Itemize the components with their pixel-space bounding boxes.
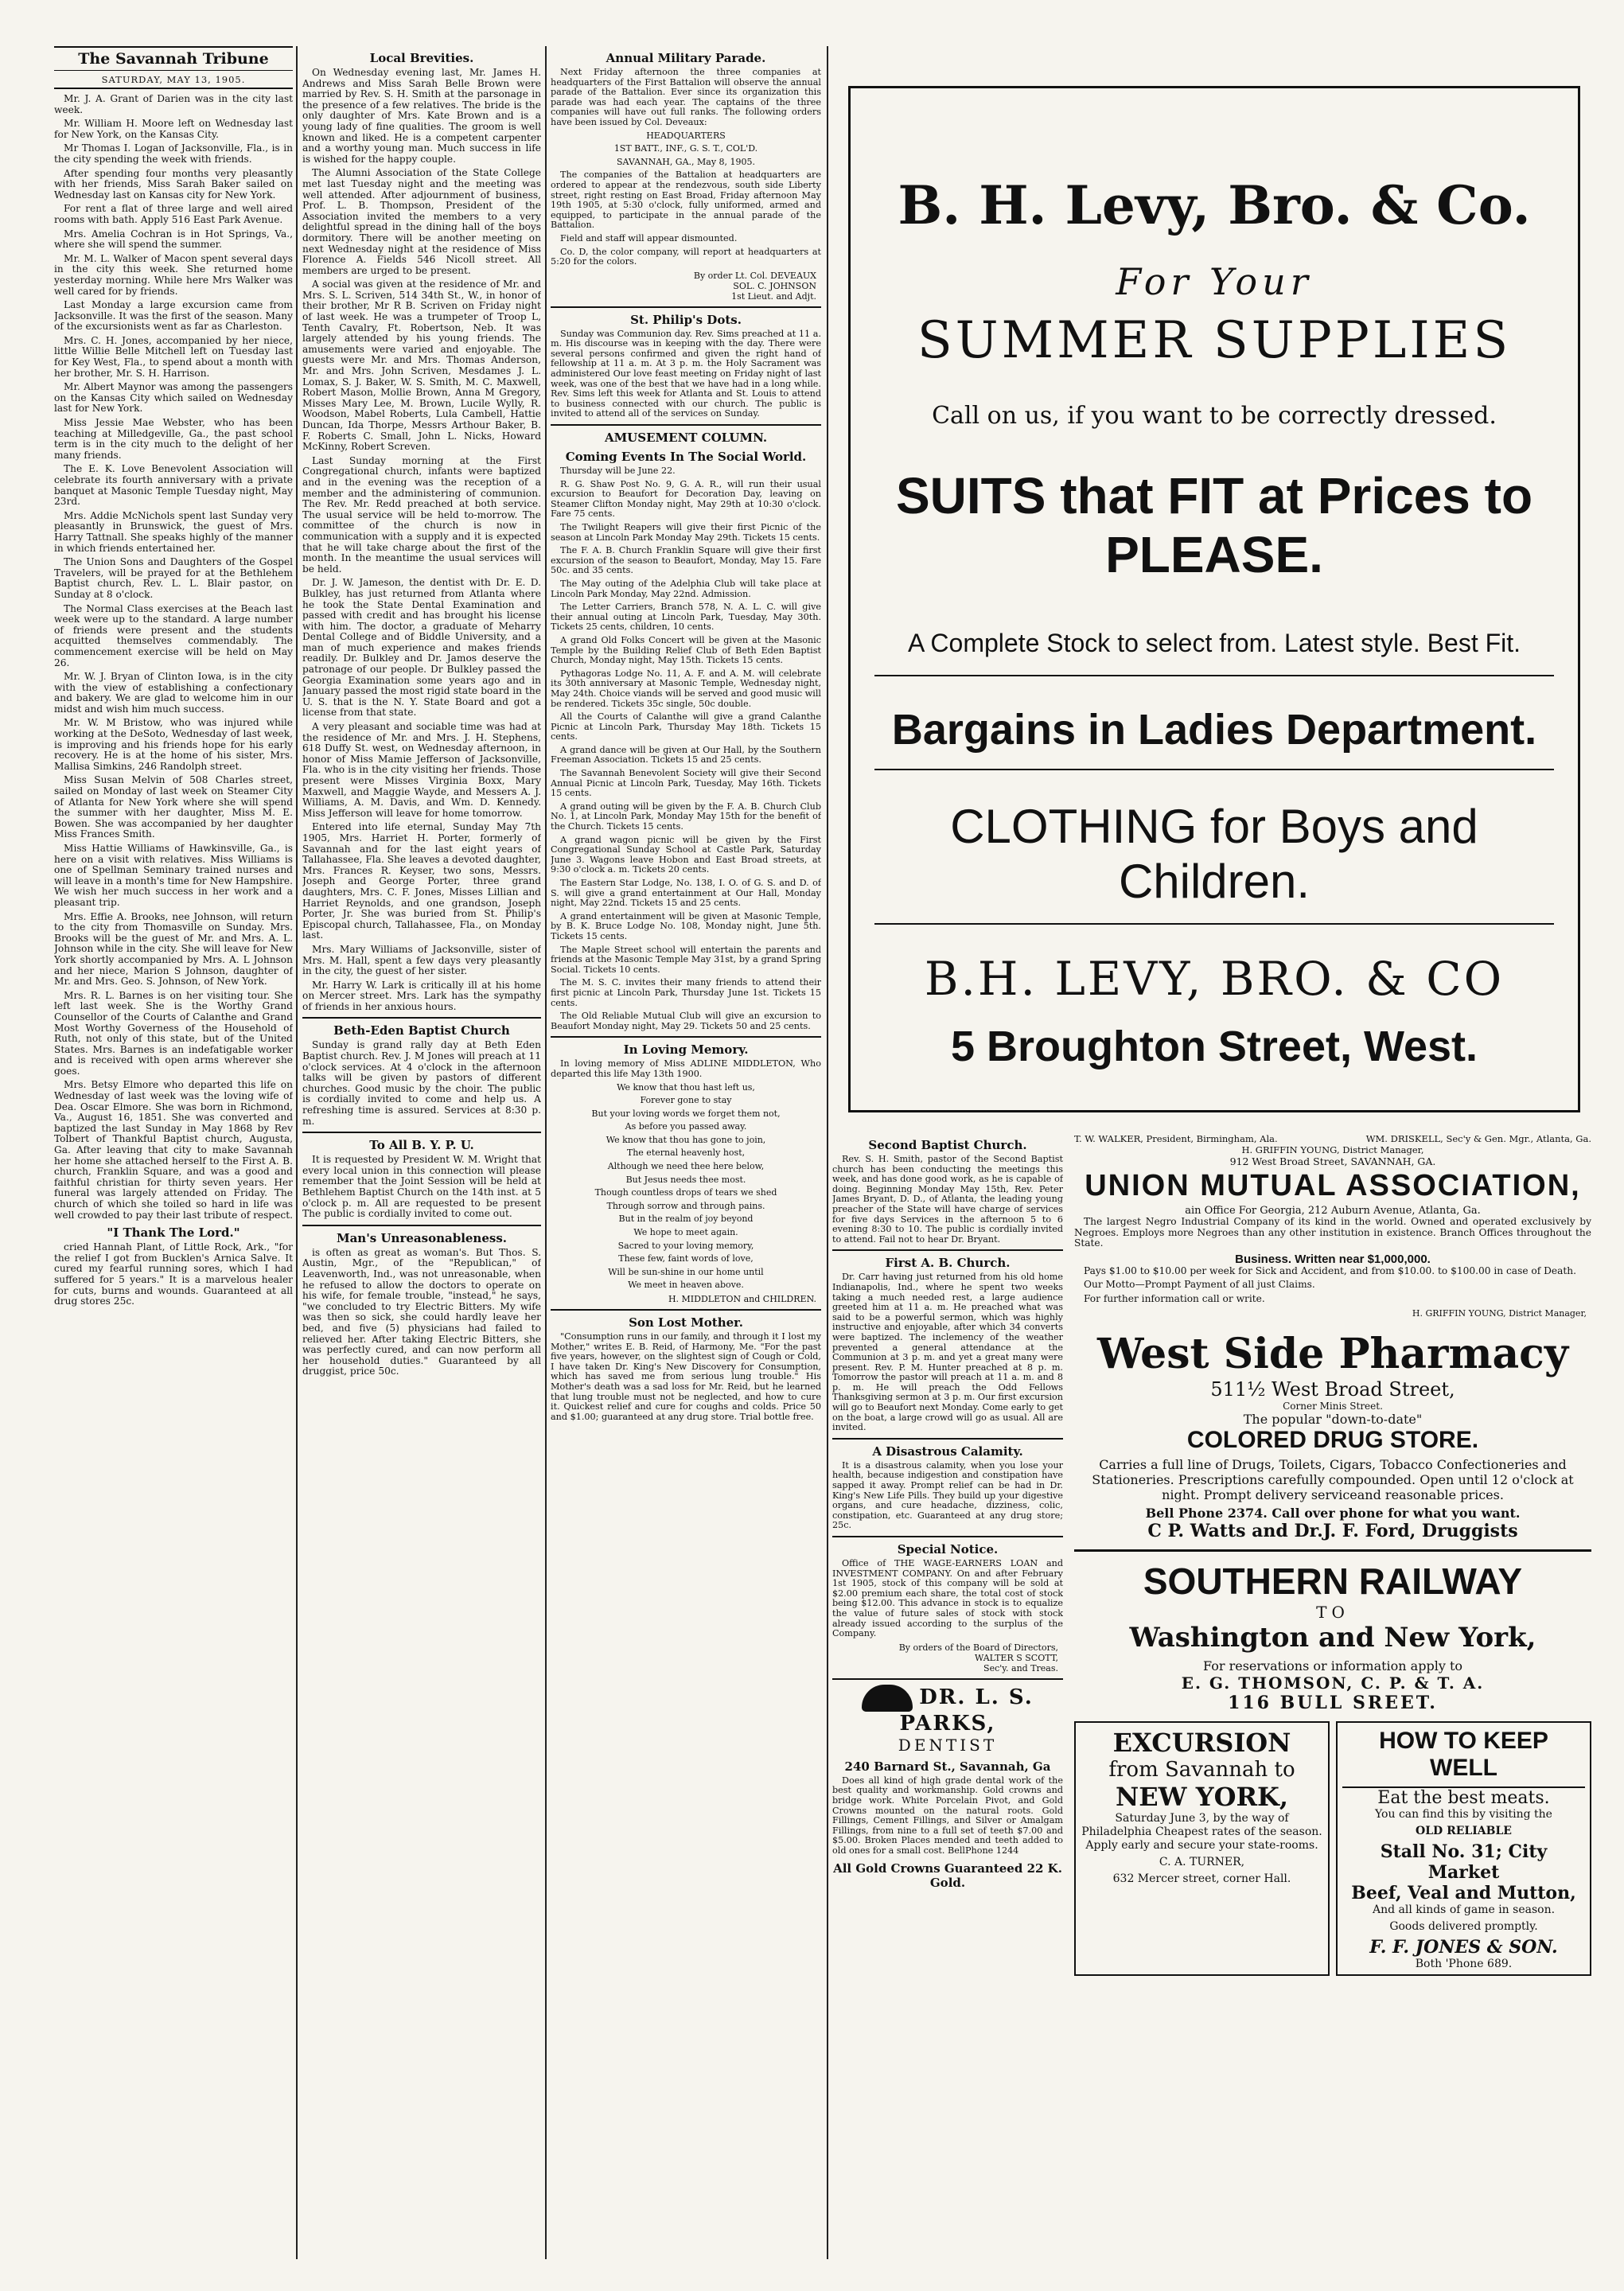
levy-summer: SUMMER SUPPLIES [917, 311, 1512, 370]
um-further: For further information call or write. [1084, 1292, 1265, 1304]
news-item: Miss Jessie Mae Webster, who has been teaching at Milledgeville, Ga., the past school term is in the city much to the delight of her many friends. [54, 417, 293, 461]
exc-signature: 632 Mercer street, corner Hall. [1112, 1872, 1291, 1885]
wsp-title: West Side Pharmacy [1096, 1329, 1569, 1378]
poem-line: We hope to meet again. [633, 1227, 738, 1238]
dateline: SATURDAY, MAY 13, 1905. [54, 74, 293, 89]
divider [551, 306, 821, 308]
news-item: Mr. M. L. Walker of Macon spent several days in the city this week. She returned home yesterday morning. While here Mrs Walker was well cared for by friends. [54, 252, 293, 297]
special-notice-text: Office of THE WAGE-EARNERS LOAN and INVESTMENT COMPANY. On and after February 1st 1905, stock of this company will be sold at $2.00 premium each share, the total cost of stock being $12.00. This advance in stock is to equalize the value of future sales of stock with stock already issued according to the surplus of the Company. [832, 1558, 1063, 1639]
parade-text: Next Friday afternoon the three companies at headquarters of the First Battalion will observe the annual parade of the Battalion. Ever since its organization this parade was had each year. The captains of the three companies will have out full ranks. The following orders have been issued by Col. Deveaux: [551, 67, 821, 127]
divider [302, 1225, 541, 1226]
memory-signature: H. MIDDLETON and CHILDREN. [668, 1294, 816, 1304]
um-business: Business. Written near $1,000,000. [1235, 1252, 1431, 1266]
hq-line: 1ST BATT., INF., G. S. T., COL'D. [613, 143, 758, 154]
parks-gold: All Gold Crowns Guaranteed 22 K. Gold. [833, 1860, 1062, 1890]
column-5 [1074, 1133, 1591, 2259]
column-4 [832, 1133, 1063, 2259]
parade-text: Field and staff will appear dismounted. [560, 232, 738, 244]
personal-items [54, 94, 293, 1221]
masthead-title: The Savannah Tribune [54, 46, 293, 71]
how-beef: Beef, Veal and Mutton, [1351, 1882, 1576, 1903]
amusement-heading: AMUSEMENT COLUMN. [604, 431, 768, 446]
news-item: The Alumni Association of the State College met last Tuesday night and the meeting was well attended. After adjournment of business, Prof. L. B. Thompson, President of the Association invited the members to a very delightful spread in the dining hall of the boys dormitory. There will be another meeting on next Wednesday night at the residence of Miss Florence A. Fields 546 Nicoll street. All members are urged to be present. [302, 167, 541, 276]
coming-events-heading: Coming Events In The Social World. [565, 450, 807, 465]
poem-line: Although we need thee here below, [607, 1161, 765, 1172]
divider [874, 923, 1554, 925]
sr-thomson: E. G. THOMSON, C. P. & T. A. [1181, 1673, 1485, 1693]
event-item: Pythagoras Lodge No. 11, A. F. and A. M. will celebrate its 30th anniversary at Masonic Temple, Wednesday night, May 24th. Choice viands will be served and good music will be rendered. Tickets 35c single, 50c double. [551, 668, 821, 709]
local-brevities-heading: Local Brevities. [369, 51, 474, 65]
hq-line: HEADQUARTERS [646, 130, 726, 141]
keep-well-ad [1336, 1721, 1591, 1976]
bottom-ads [1074, 1721, 1591, 1976]
levy-call: Call on us, if you want to be correctly dressed. [932, 402, 1497, 430]
wsp-colored-drug-store: COLORED DRUG STORE. [1186, 1426, 1479, 1453]
event-item: The Old Reliable Mutual Club will give an excursion to Beaufort Monday night, May 29. Tickets 50 and 25 cents. [551, 1011, 821, 1031]
how-goods: Goods delivered promptly. [1389, 1919, 1538, 1933]
order-signature: By order Lt. Col. DEVEAUX [693, 270, 816, 281]
news-item: Mr. W. J. Bryan of Clinton Iowa, is in the city with the view of establishing a confectionary and bakery. We are glad to welcome him in our midst and wish him much success. [54, 671, 293, 715]
news-item: Mrs. Betsy Elmore who departed this life on Wednesday of last week was the loving wife of Dea. Oscar Elmore. She was born in Richmond, Va., August 16, 1851. She was converted and baptized the last Sunday in May 1868 by Rev Tolbert of Thankful Baptist church, Augusta, Ga. After leaving that city to make Savannah her home she attached herself to the First A. B. church, Franklin Square, and was a good and faithful christian for thirty seven years. Her funeral was largely attended on Friday. The church of which she toiled so hard in life was well crowded to pay their last tribute of respect. [54, 1079, 293, 1221]
poem-line: But in the realm of joy beyond [618, 1214, 754, 1225]
divider [551, 1036, 821, 1038]
news-item: After spending four months very pleasantly with her friends, Miss Sarah Baker sailed on Wednesday last on Kansas city for New York. [54, 167, 293, 201]
event-item: The M. S. C. invites their many friends to attend their first picnic at Lincoln Park, Thursday June 1st. Tickets 15 cents. [551, 977, 821, 1008]
local-brevities-items [302, 68, 541, 1012]
divider [832, 1678, 1063, 1680]
event-item: All the Courts of Calanthe will give a grand Calanthe Picnic at Lincoln Park, Thursday May 18th. Tickets 15 cents. [551, 711, 821, 742]
um-secretary: WM. DRISKELL, Sec'y & Gen. Mgr., Atlanta, Ga. [1365, 1133, 1591, 1144]
first-ab-heading: First A. B. Church. [885, 1256, 1011, 1271]
notice-signature: WALTER S SCOTT, [974, 1652, 1058, 1663]
divider [551, 1309, 821, 1311]
how-game: And all kinds of game in season. [1372, 1903, 1556, 1916]
event-item: The Twilight Reapers will give their first Picnic of the season at Lincoln Park Monday May 29th. Tickets 15 cents. [551, 522, 821, 543]
news-item: Mrs. Addie McNichols spent last Sunday very pleasantly in Brunswick, the guest of Mrs. Harry Tattnall. She speaks highly of the manner in which friends entertained her. [54, 509, 293, 554]
sr-reservations: For reservations or information apply to [1203, 1658, 1462, 1673]
exc-ny: NEW YORK, [1116, 1781, 1288, 1812]
union-mutual-officers [1074, 1133, 1591, 1144]
st-philips-text: Sunday was Communion day. Rev. Sims preached at 11 a. m. His discourse was in keeping with the day. There were several persons confirmed and given the right hand of fellowship at 11 a. m. At 3 p. m. the Holy Sacrament was administered Our love feast meeting on Friday night of last week, was one of the best that we have had in a long while. Rev. Sims left this week for Atlanta and St. Louis to attend to business connected with our church. The public is invited to attend all of the services on Sunday. [551, 328, 821, 419]
levy-name-2: B.H. LEVY, BRO. & CO [924, 952, 1505, 1006]
beth-eden-text: Sunday is grand rally day at Beth Eden Baptist church. Rev. J. M Jones will preach at 11 o'clock services. At 4 o'clock in the afternoon talks will be given by pastors of different churches. Good music by the choir. The public is cordially invited to come and help us. A refreshing time is assured. Services at 8:30 p. m. [302, 1039, 541, 1127]
unreasonableness-heading: Man's Unreasonableness. [336, 1230, 507, 1245]
levy-suits: SUITS that FIT at Prices to PLEASE. [895, 467, 1533, 583]
notice-signature: By orders of the Board of Directors, [898, 1642, 1058, 1653]
news-item: Miss Susan Melvin of 508 Charles street, sailed on Monday of last week on Steamer City of Atlanta for New York where she will spend the summer with her daughter, Miss M. E. Bowen. She was accompanied by her daughter Miss Frances Smith. [54, 774, 293, 840]
divider [832, 1249, 1063, 1251]
news-item: Mrs. R. L. Barnes is on her visiting tour. She left last week. She is the Worthy Grand Counsellor of the Courts of Calanthe and Grand Most Worthy Governess of the Household of Ruth, not only of this state, but of the United States. Mrs. Barnes is an indefatigable worker and is received with open arms wherever she goes. [54, 989, 293, 1077]
divider [302, 1017, 541, 1019]
levy-clothing: CLOTHING for Boys and Children. [950, 800, 1478, 908]
news-item: Mr. William H. Moore left on Wednesday last for New York, on the Kansas City. [54, 118, 293, 140]
news-item: Miss Hattie Williams of Hawkinsville, Ga., is here on a visit with relatives. Miss Williams is one of Spellman Seminary trained nurses and will leave in a month's time for New Hampshire. We wish her much success in her work and a pleasant trip. [54, 843, 293, 908]
coming-events-items [551, 466, 821, 1031]
poem-line: We know that thou has gone to join, [606, 1134, 766, 1145]
sr-washington: Washington and New York, [1129, 1621, 1536, 1654]
event-item: The Letter Carriers, Branch 578, N. A. L. C. will give their annual outing at Lincoln Park, Tuesday, May 30th. Tickets 25 cents, children, 10 cents. [551, 602, 821, 633]
event-item: The Eastern Star Lodge, No. 138, I. O. of G. S. and D. of S. will give a grand entertainment at Our Hall, Monday night, May 22nd. Tickets 15 and 25 cents. [551, 878, 821, 909]
um-signature: H. GRIFFIN YOUNG, District Manager, [1412, 1307, 1587, 1319]
um-title: UNION MUTUAL ASSOCIATION, [1085, 1169, 1581, 1202]
um-office: ain Office For Georgia, 212 Auburn Avenue, Atlanta, Ga. [1185, 1205, 1481, 1217]
parade-text: The companies of the Battalion at headquarters are ordered to appear at the rendezvous, south side Liberty street, right resting on East Broad, Friday afternoon May 19th 1905, at 5:30 o'clock, fully uniformed, armed and equipped, to participate in the annual parade of the Battalion. [551, 169, 821, 231]
news-item: Mr. W. M Bristow, who was injured while working at the DeSoto, Wednesday of last week, is improving and his friends hope for his early recovery. He is at the home of his sister, Mrs. Mallisa Simkins, 246 Randolph street. [54, 717, 293, 772]
levy-bargains: Bargains in Ladies Department. [891, 706, 1537, 754]
poem-line: These few, faint words of love, [618, 1253, 754, 1264]
parks-text: Does all kind of high grade dental work of the best quality and workmanship. Gold crowns and bridge work. White Porcelain Pivot, and Gold Crowns mounted on the natural roots. Gold Fillings, Cement Fillings, and Silver or Amalgam Fillings, from nine to a full set of teeth $7.00 and $5.00. Broken Places mended and teeth added to old ones for a small cost. BellPhone 1244 [832, 1775, 1063, 1856]
sr-to: TO [1316, 1602, 1349, 1622]
order-signature: SOL. C. JOHNSON [733, 280, 816, 291]
um-district-manager: H. GRIFFIN YOUNG, District Manager, [1241, 1144, 1424, 1155]
event-item: The Maple Street school will entertain the parents and friends at the Masonic Temple May 31st, by a grand Spring Social. Tickets 10 cents. [551, 944, 821, 975]
poem-line: Sacred to your loving memory, [617, 1240, 754, 1251]
how-eat: Eat the best meats. [1377, 1787, 1550, 1808]
wsp-druggists: C P. Watts and Dr.J. F. Ford, Druggists [1147, 1520, 1518, 1541]
poem-line: Through sorrow and through pains. [606, 1200, 765, 1211]
column-rule [827, 46, 828, 2259]
poem-line: We know that thou hast left us, [617, 1081, 755, 1093]
thank-lord-text: cried Hannah Plant, of Little Rock, Ark., "for the relief I got from Bucklen's Arnica Salve. It cured my fearful running sores, which I had suffered for 5 years." It is a marvelous healer for cuts, burns and wounds. Guaranteed at all drug stores 25c. [54, 1241, 293, 1307]
son-lost-mother-text: "Consumption runs in our family, and through it I lost my Mother," writes E. B. Reid, of Harmony, Me. "For the past five years, however, on the slightest sign of Cough or Cold, I have taken Dr. King's New Discovery for Consumption, which has saved me from serious lung trouble." His Mother's death was a sad loss for Mr. Reid, but he learned that lung trouble must not be neglected, and how to cure it. Quickest relief and cure for coughs and colds. Price 50 and $1.00; guaranteed at any drug store. Trial bottle free. [551, 1331, 821, 1422]
news-item: Mr Thomas I. Logan of Jacksonville, Fla., is in the city spending the week with friends. [54, 142, 293, 165]
news-item: Mr. Harry W. Lark is critically ill at his home on Mercer street. Mrs. Lark has the sympathy of friends in her anxious hours. [302, 979, 541, 1012]
divider [832, 1438, 1063, 1440]
event-item: A grand dance will be given at Our Hall, by the Southern Freeman Association. Tickets 15 and 25 cents. [551, 744, 821, 766]
news-item: A social was given at the residence of Mr. and Mrs. S. L. Scriven, 514 34th St., W., in honor of their brother, Mr R B. Scriven on Friday night of last week. He was a trumpeter of Troop L, Tenth Cavalry, Ft. Robertson, Neb. It was largely attended by his young friends. The amusements were varied and enjoyable. The guests were Mr. and Mrs. Thomas Anderson, Mr. and Mrs. John Scriven, Mesdames J. L. Lomax, S. J. Baker, W. S. Smith, M. C. Maxwell, Robert Mason, Mollie Brown, Anna M Gregory, Misses Mary Lee, M. Brown, Lucile Wylly, R. Woodson, Mabel Roberts, Lula Cambell, Hattie Duncan, Ida Thorpe, Messrs Arthour Baker, B. F. Roberts C. Small, John L. Nicks, Howard McKinny, Robert Screven. [302, 279, 541, 453]
divider [302, 1132, 541, 1133]
thank-lord-heading: "I Thank The Lord." [107, 1225, 240, 1241]
levy-for-your: For Your [1116, 260, 1313, 303]
exc-from: from Savannah to [1108, 1757, 1295, 1782]
wsp-address: 511½ West Broad Street, [1210, 1377, 1455, 1401]
news-item: Mrs. C. H. Jones, accompanied by her niece, little Willie Belle Mitchell left on Tuesday last for Key West, Fla., to spend about a month with her brother, Mr. S. H. Harrison. [54, 334, 293, 379]
sr-bull: 116 BULL SREET. [1228, 1692, 1438, 1713]
parks-address: 240 Barnard St., Savannah, Ga [844, 1759, 1051, 1774]
exc-signature: C. A. TURNER, [1159, 1855, 1245, 1868]
news-item: Entered into life eternal, Sunday May 7th 1905, Mrs. Harriet H. Porter, formerly of Savannah and for the last eight years of Tallahassee, Fla. She leaves a devoted daughter, Mrs. Frances R. Keyser, two sons, Messrs. Joseph and George Porter, three grand daughters, Mrs. C. F. Jones, Misses Lillian and Harriet Reynolds, and one grandson, Joseph Porter, Jr. She was buried from St. Philip's Episcopal church, Tallahassee, Fla., on Monday last. [302, 821, 541, 941]
divider [874, 675, 1554, 676]
levy-stock: A Complete Stock to select from. Latest style. Best Fit. [907, 629, 1521, 657]
event-item: A grand outing will be given by the F. A. B. Church Club No. 1, at Lincoln Park, Monday May 15th for the benefit of the Church. Tickets 15 cents. [551, 801, 821, 832]
memory-poem [551, 1083, 821, 1292]
um-address: 912 West Broad Street, SAVANNAH, GA. [1229, 1155, 1436, 1167]
sr-title: SOUTHERN RAILWAY [1074, 1549, 1591, 1603]
um-motto: Our Motto—Prompt Payment of all just Claims. [1084, 1279, 1315, 1291]
poem-line: But Jesus needs thee most. [625, 1174, 746, 1185]
wsp-popular: The popular "down-to-date" [1243, 1411, 1423, 1427]
parade-text: Co. D, the color company, will report at headquarters at 5:20 for the colors. [551, 246, 821, 267]
calamity-heading: A Disastrous Calamity. [872, 1444, 1023, 1459]
exc-text: Saturday June 3, by the way of Philadelphia Cheapest rates of the season. Apply early and secure your state-rooms. [1081, 1811, 1322, 1852]
poem-line: Though countless drops of tears we shed [594, 1187, 777, 1198]
dentist-label: DENTIST [898, 1735, 998, 1755]
divider [832, 1536, 1063, 1537]
how-stall: Stall No. 31; City Market [1380, 1841, 1548, 1883]
event-item: A grand wagon picnic will be given by the First Congregational Sunday School at Castle Park, Saturday June 3. Wagons leave Hobon and East Broad streets, at 9:30 o'clock a. m. Tickets 20 cents. [551, 834, 821, 875]
um-text: The largest Negro Industrial Company of its kind in the world. Owned and operated exclusively by Negroes. Employs more Negroes than any other institution in existence. Branch Offices throughout the State. [1074, 1216, 1591, 1249]
column-rule [545, 46, 547, 2259]
um-president: T. W. WALKER, President, Birmingham, Ala. [1074, 1133, 1278, 1144]
news-item: Mrs. Mary Williams of Jacksonville, sister of Mrs. M. Hall, spent a few days very pleasantly in the city, the guest of her sister. [302, 943, 541, 977]
news-item: The E. K. Love Benevolent Association will celebrate its fourth anniversary with a private banquet at Masonic Temple Tuesday night, May 23rd. [54, 463, 293, 508]
first-ab-text: Dr. Carr having just returned from his old home Indianapolis, Ind., where he spent two weeks taking a much needed rest, a large audience greeted him at 11 a. m. He preached what was said to be a powerful sermon, which was highly instructive and enjoyable, after which 34 converts were baptized. The inclemency of the weather prevented a general attendance at the Communion at 3 p. m. and yet a great many were present. Rev. P. M. Hunter preached at 8 p. m. Tomorrow the pastor will preach at 11 a. m. and 8 p. m. He will preach the Odd Fellows Thanksgiving sermon at 3 p. m. Our first excursion will go to Beaufort next Monday. Come early to get on the boat, a large crowd will go as usual. All are invited. [832, 1272, 1063, 1433]
memory-text: In loving memory of Miss ADLINE MIDDLETON, Who departed this life May 13th 1900. [551, 1058, 821, 1079]
wsp-corner: Corner Minis Street. [1283, 1400, 1383, 1412]
excursion-ad [1074, 1721, 1330, 1976]
levy-street: 5 Broughton Street, West. [950, 1023, 1478, 1070]
news-item: The Normal Class exercises at the Beach last week were up to the standard. A large number of friends were present and the students acquitted themselves commendably. The commencement exercise will be held on May 26. [54, 602, 293, 668]
news-item: For rent a flat of three large and well aired rooms with bath. Apply 516 East Park Avenue. [54, 203, 293, 225]
second-baptist-text: Rev. S. H. Smith, pastor of the Second Baptist church has been conducting the meetings this week, and has done good work, as he is capable of doing. Beginning Monday May 15th, Rev. Peter James Bryant, D. D., of Atlanta, the leading young preacher of the State will have charge of services for five days Services in the afternoon 5 to 6 evening 8:30 to 10. The public is cordially invited to attend. Fail not to hear Dr. Bryant. [832, 1154, 1063, 1245]
column-2 [302, 46, 541, 2259]
um-pays: Pays $1.00 to $10.00 per week for Sick and Accident, and from $10.00. to $100.00 in case of Death. [1084, 1264, 1577, 1276]
how-find: You can find this by visiting the [1375, 1807, 1552, 1821]
event-item: The F. A. B. Church Franklin Square will give their first excursion of the season to Beaufort, Monday, May 15. Fare 50c. and 35 cents. [551, 545, 821, 576]
poem-line: We meet in heaven above. [628, 1280, 744, 1291]
bypu-text: It is requested by President W. M. Wright that every local union in this connection will please remember that the Joint Session will be held at Bethlehem Baptist Church on the 14th inst. at 5 o'clock p. m. All are requested to be present The public is cordially invited to come out. [302, 1154, 541, 1220]
column-1 [54, 46, 293, 2259]
news-item: Mrs. Amelia Cochran is in Hot Springs, Va., where she will spend the summer. [54, 228, 293, 251]
news-item: Dr. J. W. Jameson, the dentist with Dr. E. D. Bulkley, has just returned from Atlanta where he took the State Dental Examination and passed with credit and has brought his license with him. The doctor, a graduate of Meharry Dental College and of Biddle University, and a man of much experience and makes friends readily. Dr. Bulkley and Dr. Jamos deserve the patronage of our people. Dr Bulkley passed the Georgia Examination some years ago and in January passed the most rigid state board in the U. S. that is the N. Y. State Board and got a license from that state. [302, 577, 541, 719]
levy-name: B. H. Levy, Bro. & Co. [898, 174, 1531, 236]
how-old: OLD RELIABLE [1416, 1824, 1512, 1837]
poem-line: The eternal heavenly host, [626, 1147, 746, 1159]
news-item: Mrs. Effie A. Brooks, nee Johnson, will return to the city from Thomasville on Sunday. Mrs. Brooks will be the guest of Mr. and Mrs. A. L. Johnson while in the city. She will leave for New York shortly accompanied by Mrs. A. L Johnson and her niece, Marion S Johnson, daughter of Mr. and Mrs. Geo. S. Johnson, of New York. [54, 910, 293, 988]
poem-line: As before you passed away. [625, 1121, 747, 1132]
st-philips-heading: St. Philip's Dots. [630, 312, 742, 327]
news-item: The Union Sons and Daughters of the Gospel Travelers, will be prayed for at the Bethlehem Baptist church, Rev. L. L. Blair pastor, on Sunday at 8 o'clock. [54, 556, 293, 600]
beth-eden-heading: Beth-Eden Baptist Church [333, 1023, 510, 1038]
calamity-text: It is a disastrous calamity, when you lose your health, because indigestion and constipation have sapped it away. Prompt relief can be had in Dr. King's New Life Pills. They build up your digestive organs, and cure headache, dizziness, colic, constipation, etc. Guaranteed at any drug store; 25c. [832, 1459, 1063, 1531]
wsp-bell: Bell Phone 2374. Call over phone for what you want. [1145, 1505, 1521, 1521]
notice-signature: Sec'y. and Treas. [983, 1662, 1058, 1673]
news-item: Last Sunday morning at the First Congregational church, infants were baptized and in the evening was the reception of a member and the administering of communion. The Rev. Mr. Redd preached at both service. The usual service will be held to-morrow. The committee of the church is now in communication with a supply and it is expected that he will take charge about the first of the month. In the meantime the usual services will be held. [302, 454, 541, 575]
poem-line: But your loving words we forget them not, [591, 1108, 781, 1119]
tooth-icon [862, 1685, 913, 1712]
event-item: R. G. Shaw Post No. 9, G. A. R., will run their usual excursion to Beaufort for Decoration Day, leaving on Steamer Clifton Monday night, May 29th at 10:30 o'clock. Fare 75 cents. [551, 478, 821, 520]
news-item: Last Monday a large excursion came from Jacksonville. It was the first of the season. Many of the excursionists went as far as Charleston. [54, 299, 293, 333]
news-item: Mr. J. A. Grant of Darien was in the city last week. [54, 93, 293, 115]
event-item: The May outing of the Adelphia Club will take place at Lincoln Park Monday, May 22nd. Admission. [551, 578, 821, 599]
hq-line: SAVANNAH, GA., May 8, 1905. [616, 156, 756, 167]
how-title: HOW TO KEEP WELL [1342, 1728, 1585, 1788]
poem-line: Forever gone to stay [640, 1095, 732, 1106]
how-phone: Both 'Phone 689. [1415, 1957, 1513, 1970]
event-item: Thursday will be June 22. [560, 466, 676, 477]
column-3 [551, 46, 821, 2259]
event-item: A grand Old Folks Concert will be given at the Masonic Temple by the Building Relief Club of Beth Eden Baptist Church, Monday night, May 15th. Tickets 15 cents. [551, 634, 821, 666]
exc-title: EXCURSION [1112, 1727, 1291, 1758]
news-item: A very pleasant and sociable time was had at the residence of Mr. and Mrs. J. H. Stephens, 618 Duffy St. west, on Wednesday afternoon, in honor of Miss Mamie Jefferson of Jacksonville, Fla. who is in the city visiting her friends. Those present were Misses Virginia Boxx, Mary Maxwell, and Maggie Wayde, and Messers A. J. Williams, A. M. Davis, and Wm. D. Kennedy. Miss Jefferson will leave for home tomorrow. [302, 721, 541, 819]
how-firm: F. F. JONES & SON. [1369, 1936, 1558, 1958]
news-item: On Wednesday evening last, Mr. James H. Andrews and Miss Sarah Belle Brown were married by Rev. S. H. Smith at the parsonage in the presence of a few relatives. The bride is the only daughter of Mrs. Kate Brown and is a young lady of fine qualities. The groom is well known and liked. He is a competent carpenter and a worthy young man. Much success in life is wished for the happy couple. [302, 67, 541, 165]
parks-name: DR. L. S. PARKS, [832, 1685, 1063, 1736]
memory-heading: In Loving Memory. [623, 1042, 749, 1058]
unreasonableness-text: is often as great as woman's. But Thos. S. Austin, Mgr., of the "Republican," of Leavenworth, Ind., was not unreasonable, when he refused to allow the doctors to operate on his wife, for female trouble, "instead," he says, "we concluded to try Electric Bitters. My wife was then so sick, she could hardly leave her bed, and five (5) physicians had failed to relieved her. After taking Electric Bitters, she was perfectly cured, and can now perform all her household duties." Guaranteed by all druggist, price 50c. [302, 1246, 541, 1377]
order-signature: 1st Lieut. and Adjt. [731, 290, 816, 302]
divider [874, 769, 1554, 770]
second-baptist-heading: Second Baptist Church. [868, 1138, 1027, 1152]
news-item: Mr. Albert Maynor was among the passengers on the Kansas City which sailed on Wednesday last for New York. [54, 381, 293, 415]
son-lost-mother-heading: Son Lost Mother. [629, 1315, 743, 1330]
wsp-text: Carries a full line of Drugs, Toilets, Cigars, Tobacco Confectioneries and Stationeries. Prescriptions carefully compounded. Open until 12 o'clock at night. Prompt delivery serviceand reasonable prices. [1092, 1456, 1574, 1502]
divider [551, 424, 821, 426]
special-notice-heading: Special Notice. [897, 1542, 999, 1557]
poem-line: Will be sun-shine in our home until [608, 1266, 764, 1277]
parade-heading: Annual Military Parade. [606, 51, 766, 65]
event-item: The Savannah Benevolent Society will give their Second Annual Picnic at Lincoln Park, Tuesday, May 16th. Tickets 15 cents. [551, 768, 821, 799]
event-item: A grand entertainment will be given at Masonic Temple, by B. K. Bruce Lodge No. 108, Monday night, June 5th. Tickets 15 cents. [551, 910, 821, 941]
bypu-heading: To All B. Y. P. U. [369, 1138, 474, 1153]
column-rule [296, 46, 298, 2259]
levy-advertisement [848, 86, 1580, 1112]
